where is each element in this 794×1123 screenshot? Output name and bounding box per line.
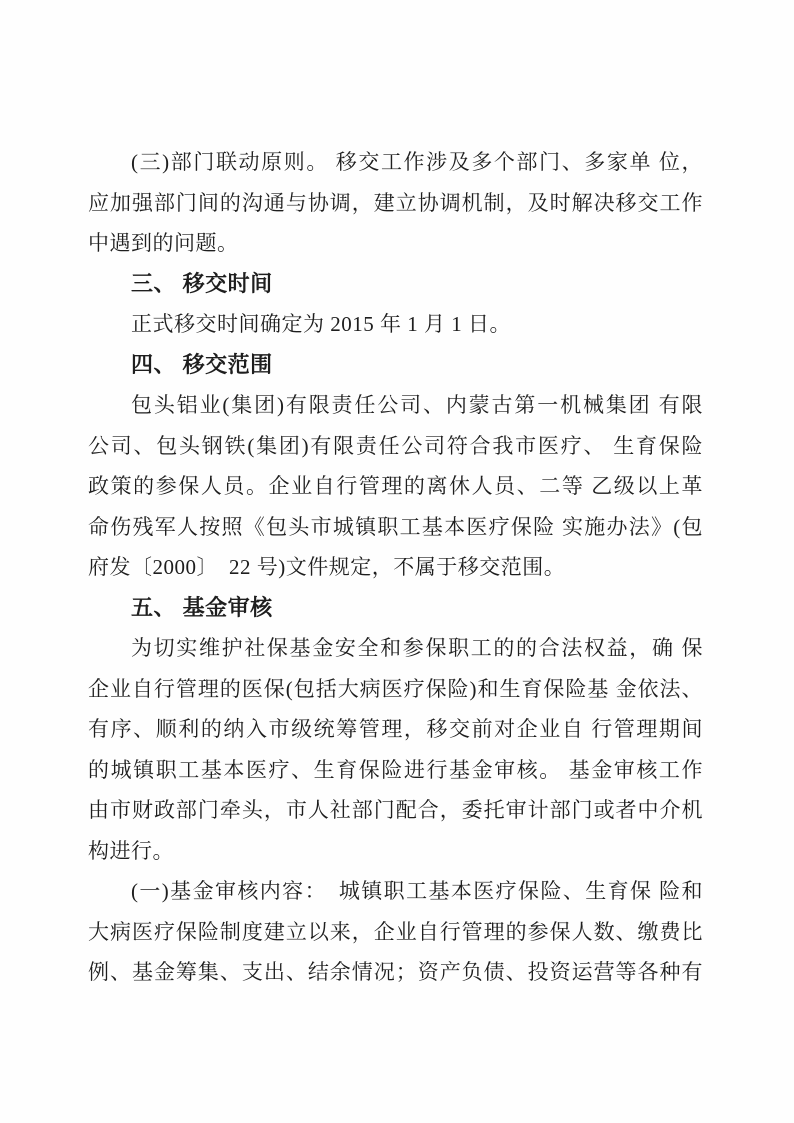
heading-line: 三、 移交时间 [131, 270, 273, 296]
text-line: 企业自行管理的医保(包括大病医疗保险)和生育保险基 金依法、 [88, 676, 703, 701]
paragraph [88, 304, 703, 345]
text-line: 为切实维护社保基金安全和参保职工的的合法权益，确 保 [131, 636, 703, 660]
paragraph [88, 142, 703, 264]
text-line: 例、基金筹集、支出、结余情况；资产负债、投资运营等各种有 [88, 960, 703, 984]
section-heading [88, 588, 703, 629]
section-heading [88, 264, 703, 305]
text-line: 构进行。 [88, 838, 174, 863]
text-line: 正式移交时间确定为 2015 年 1 月 1 日。 [131, 312, 511, 336]
text-line: (三)部门联动原则。 移交工作涉及多个部门、多家单 位， [131, 150, 703, 174]
text-line: 中遇到的问题。 [88, 231, 239, 255]
text-line: 应加强部门间的沟通与协调，建立协调机制，及时解决移交工作 [88, 190, 703, 215]
text-line: 命伤残军人按照《包头市城镇职工基本医疗保险 实施办法》(包 [88, 514, 703, 539]
heading-line: 五、 基金审核 [131, 594, 273, 620]
paragraph [88, 871, 703, 993]
text-line: 有序、顺利的纳入市级统筹管理，移交前对企业自 行管理期间 [88, 717, 703, 741]
text-line: 府发〔2000〕 22 号)文件规定，不属于移交范围。 [88, 555, 566, 579]
text-line: 由市财政部门牵头，市人社部门配合，委托审计部门或者中介机 [88, 798, 703, 822]
text-line: (一)基金审核内容： 城镇职工基本医疗保险、生育保 险和 [131, 879, 703, 903]
text-line: 的城镇职工基本医疗、生育保险进行基金审核。 基金审核工作 [88, 757, 703, 782]
text-line: 大病医疗保险制度建立以来，企业自行管理的参保人数、缴费比 [88, 919, 703, 944]
text-line: 包头铝业(集团)有限责任公司、内蒙古第一机械集团 有限 [131, 393, 703, 417]
heading-line: 四、 移交范围 [131, 351, 273, 377]
text-line: 公司、包头钢铁(集团)有限责任公司符合我市医疗、 生育保险 [88, 433, 703, 458]
text-line: 政策的参保人员。企业自行管理的离休人员、二等 乙级以上革 [88, 474, 703, 498]
paragraph [88, 385, 703, 588]
section-heading [88, 345, 703, 386]
paragraph [88, 628, 703, 871]
